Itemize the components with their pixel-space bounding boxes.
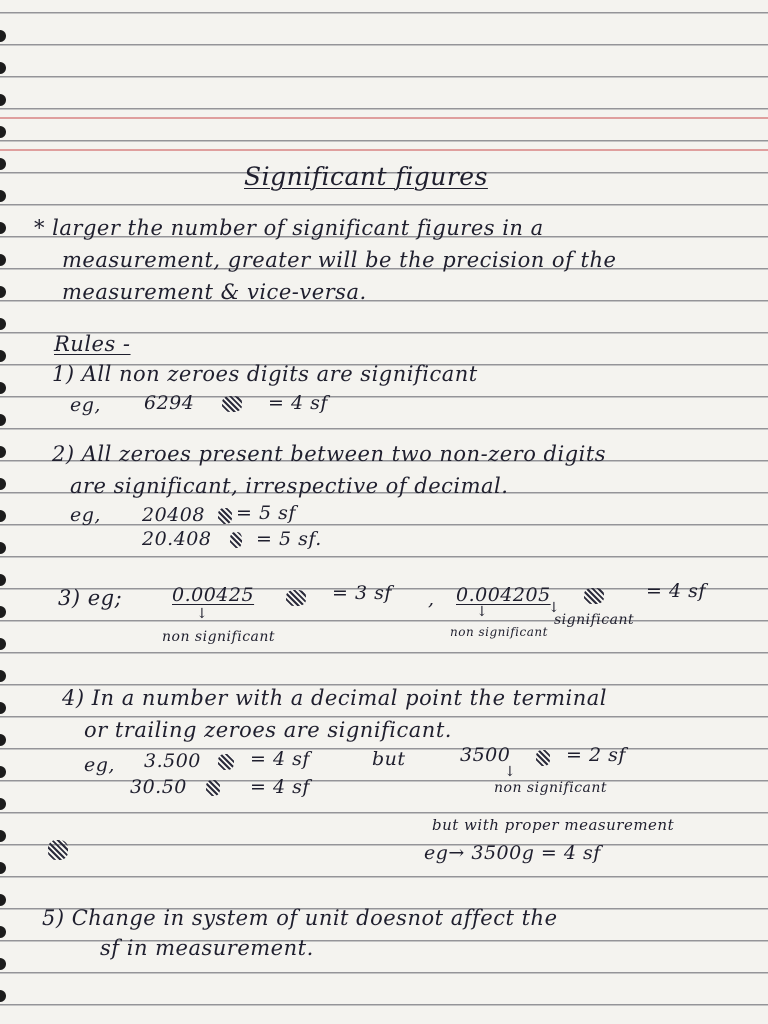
- scribble-mark: [218, 508, 232, 524]
- down-arrow-icon: ↓: [548, 600, 560, 616]
- rule4-eg2-result: = 4 sf: [250, 776, 310, 798]
- binder-hole: [0, 318, 6, 330]
- binder-hole: [0, 30, 6, 42]
- rule4-eg3-note: non significant: [494, 780, 608, 796]
- rule4-but: but: [372, 748, 406, 770]
- rule3-eg2-result: = 4 sf: [646, 580, 706, 602]
- binder-hole: [0, 638, 6, 650]
- binder-hole: [0, 446, 6, 458]
- rule5-text-line-2: sf in measurement.: [100, 936, 314, 960]
- rule3-label: 3) eg;: [58, 586, 123, 610]
- binder-hole: [0, 222, 6, 234]
- binder-hole: [0, 126, 6, 138]
- rule3-separator: ,: [428, 588, 435, 610]
- intro-line-2: measurement, greater will be the precision of the: [62, 248, 617, 272]
- binder-hole: [0, 414, 6, 426]
- rule4-eg3-result: = 2 sf: [566, 744, 626, 766]
- binder-hole: [0, 254, 6, 266]
- scribble-mark: [286, 590, 306, 606]
- binder-hole: [0, 606, 6, 618]
- binder-hole: [0, 478, 6, 490]
- binder-hole: [0, 766, 6, 778]
- binder-hole: [0, 734, 6, 746]
- page-title: Significant figures: [244, 162, 488, 191]
- down-arrow-icon: ↓: [196, 606, 208, 622]
- scribble-mark: [206, 780, 220, 796]
- rule1-eg-value: 6294: [144, 392, 195, 414]
- binder-hole: [0, 350, 6, 362]
- rule4-eg3-value: 3500: [460, 744, 511, 766]
- rule3-eg2-note-right: significant: [554, 612, 635, 628]
- rule4-proper-eg: eg→ 3500g = 4 sf: [424, 842, 601, 864]
- rule2-eg1-result: = 5 sf: [236, 502, 296, 524]
- binder-hole: [0, 830, 6, 842]
- binder-hole: [0, 926, 6, 938]
- rule2-eg2-result: = 5 sf.: [256, 528, 322, 550]
- rule3-eg2-note-left: non significant: [450, 625, 548, 639]
- intro-line-3: measurement & vice-versa.: [62, 280, 367, 304]
- binder-hole: [0, 158, 6, 170]
- binder-hole: [0, 574, 6, 586]
- scribble-mark: [48, 840, 68, 860]
- rule4-proper-note: but with proper measurement: [432, 816, 675, 834]
- binder-hole: [0, 542, 6, 554]
- down-arrow-icon: ↓: [504, 764, 516, 780]
- binder-hole: [0, 862, 6, 874]
- rule1-text: 1) All non zeroes digits are significant: [52, 362, 478, 386]
- scribble-mark: [584, 588, 604, 604]
- rule4-eg1-result: = 4 sf: [250, 748, 310, 770]
- rule4-text-line-2: or trailing zeroes are significant.: [84, 718, 452, 742]
- binder-hole: [0, 510, 6, 522]
- margin-line-top-2: [0, 149, 768, 151]
- rule4-eg2-value: 30.50: [130, 776, 187, 798]
- binder-hole: [0, 286, 6, 298]
- rule3-eg1-result: = 3 sf: [332, 582, 392, 604]
- rule3-eg2-value: 0.004205: [456, 584, 551, 606]
- down-arrow-icon: ↓: [476, 604, 488, 620]
- rule2-text-line-2: are significant, irrespective of decimal.: [70, 474, 509, 498]
- binder-hole: [0, 958, 6, 970]
- rule2-eg1-value: 20408: [142, 504, 205, 526]
- scribble-mark: [230, 532, 242, 548]
- rule1-eg-label: eg,: [70, 394, 101, 416]
- binder-hole: [0, 62, 6, 74]
- rule3-eg1-value: 0.00425: [172, 584, 255, 606]
- rule1-eg-result: = 4 sf: [268, 392, 328, 414]
- binder-hole: [0, 990, 6, 1002]
- rule4-text-line-1: 4) In a number with a decimal point the terminal: [62, 686, 607, 710]
- margin-line-top: [0, 117, 768, 119]
- scribble-mark: [218, 754, 234, 770]
- rule2-text-line-1: 2) All zeroes present between two non-zero digits: [52, 442, 607, 466]
- rule4-eg1-value: 3.500: [144, 750, 201, 772]
- rule5-text-line-1: 5) Change in system of unit doesnot affect the: [42, 906, 558, 930]
- rules-heading: Rules -: [54, 332, 131, 356]
- rule2-eg-label: eg,: [70, 504, 101, 526]
- binder-hole: [0, 894, 6, 906]
- binder-hole: [0, 190, 6, 202]
- intro-line-1: * larger the number of significant figures in a: [34, 216, 544, 240]
- rule4-eg-label: eg,: [84, 754, 115, 776]
- rule3-eg1-note: non significant: [162, 629, 276, 645]
- binder-hole: [0, 670, 6, 682]
- binder-hole: [0, 94, 6, 106]
- scribble-mark: [536, 750, 550, 766]
- rule2-eg2-value: 20.408: [142, 528, 212, 550]
- scribble-mark: [222, 396, 242, 412]
- binder-hole: [0, 798, 6, 810]
- binder-hole: [0, 382, 6, 394]
- binder-hole: [0, 702, 6, 714]
